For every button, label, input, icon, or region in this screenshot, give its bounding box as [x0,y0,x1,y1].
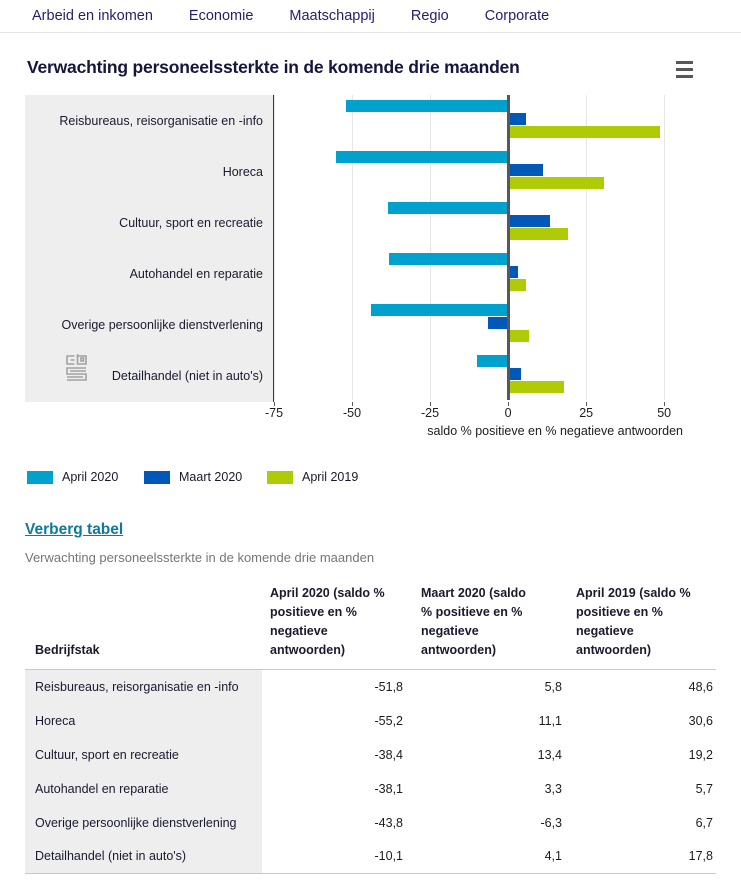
bar-april-2020 [346,100,508,112]
column-header-text: Maart 2020 (saldo % positieve en % negatieve antwoorden) [421,586,526,657]
column-header-text: April 2020 (saldo % positieve en % negatieve antwoorden) [270,586,385,657]
cell-value: -6,3 [540,815,562,830]
gridline [274,95,275,400]
cell-value: 5,8 [544,679,562,694]
nav-item-regio[interactable]: Regio [410,8,449,24]
row-label: Horeca [25,704,262,738]
table-subtitle: Verwachting personeelssterkte in de komende drie maanden [25,550,375,565]
row-label: Cultuur, sport en recreatie [25,738,262,772]
gridline [664,95,665,400]
bar-chart [0,95,741,495]
x-tick-label: -75 [264,406,284,420]
table-row [25,738,716,772]
table-row [25,704,716,738]
bar-april-2019 [508,330,529,342]
bar-maart-2020 [508,215,550,227]
gridline [430,95,431,400]
cell-value: 11,1 [538,713,562,728]
cell-value: -38,4 [374,747,403,762]
x-tick-label: -50 [342,406,362,420]
bar-maart-2020 [508,266,518,278]
cell-value: 4,1 [544,849,562,864]
cell-value: -38,1 [374,781,403,796]
top-navigation [0,0,741,33]
page-title: Verwachting personeelssterkte in de komende drie maanden [27,57,520,77]
zero-axis-line [507,95,510,400]
bar-april-2019 [508,279,526,291]
legend-label: April 2020 [62,470,119,484]
legend-item-april-2020[interactable] [27,470,118,484]
nav-item-maatschappij[interactable]: Maatschappij [289,8,375,24]
column-header-april-2020 [262,584,415,670]
row-label: Reisbureaus, reisorganisatie en -info [25,670,262,704]
bar-april-2019 [508,177,604,189]
x-tick-label: 50 [657,406,672,420]
legend-item-maart-2020[interactable] [144,470,242,484]
bar-maart-2020 [508,368,521,380]
legend-label: April 2019 [302,470,359,484]
table-header-row [25,584,716,670]
bar-maart-2020 [508,164,543,176]
x-tick-label: -25 [421,406,440,420]
nav-item-economie[interactable]: Economie [188,8,254,24]
hamburger-menu-icon[interactable] [674,59,695,80]
cell-value: 19,2 [688,747,713,762]
bar-maart-2020 [488,317,508,329]
bar-april-2019 [508,228,568,240]
table-row [25,840,716,874]
legend-swatch [144,471,170,484]
bar-maart-2020 [508,113,526,125]
nav-item-arbeid-en-inkomen[interactable]: Arbeid en inkomen [32,8,153,24]
category-label: Detailhandel (niet in auto's) [111,368,263,383]
column-header-bedrijfstak: Bedrijfstak [35,643,100,657]
bar-april-2020 [477,355,509,367]
table-row [25,772,716,806]
bar-april-2019 [508,381,564,393]
bar-april-2020 [389,253,508,265]
legend-item-april-2019[interactable] [267,470,358,484]
cell-value: 6,7 [695,815,713,830]
bar-april-2019 [508,126,660,138]
cell-value: 3,3 [544,781,562,796]
category-label: Horeca [222,164,263,179]
category-label: Cultuur, sport en recreatie [119,215,263,230]
bar-april-2020 [371,304,508,316]
table-row [25,806,716,840]
category-panel [25,95,273,402]
cell-value: 5,7 [695,781,713,796]
row-label: Detailhandel (niet in auto's) [25,840,262,874]
bar-april-2020 [388,202,508,214]
x-tick-label: 0 [504,406,512,420]
cell-value: 48,6 [688,679,713,694]
nav-item-corporate[interactable]: Corporate [484,8,550,24]
toggle-table-link[interactable]: Verberg tabel [25,521,124,538]
cell-value: -10,1 [374,849,403,864]
bar-plot [264,95,711,420]
cell-value: -43,8 [374,815,403,830]
legend-swatch [267,471,293,484]
x-axis-title: saldo % positieve en % negatieve antwoorden [427,424,683,438]
row-label: Overige persoonlijke dienstverlening [25,806,262,840]
cell-value: 17,8 [688,849,713,864]
category-label: Autohandel en reparatie [129,266,263,281]
x-tick-label: 25 [579,406,594,420]
gridline [352,95,353,400]
cell-value: -51,8 [374,679,403,694]
cell-value: -55,2 [374,713,403,728]
category-label: Overige persoonlijke dienstverlening [61,317,263,332]
cell-value: 30,6 [688,713,713,728]
category-label: Reisbureaus, reisorganisatie en -info [59,113,263,128]
legend-label: Maart 2020 [179,470,243,484]
data-table [25,584,716,874]
table-row [25,670,716,704]
chart-legend [0,470,741,486]
column-header-maart-2020 [415,584,574,670]
column-header-april-2019 [574,584,716,670]
column-header-text: April 2019 (saldo % positieve en % negatieve antwoorden) [576,586,691,657]
gridline [586,95,587,400]
cell-value: 13,4 [537,747,562,762]
row-label: Autohandel en reparatie [25,772,262,806]
legend-swatch [27,471,53,484]
bar-april-2020 [336,151,508,163]
